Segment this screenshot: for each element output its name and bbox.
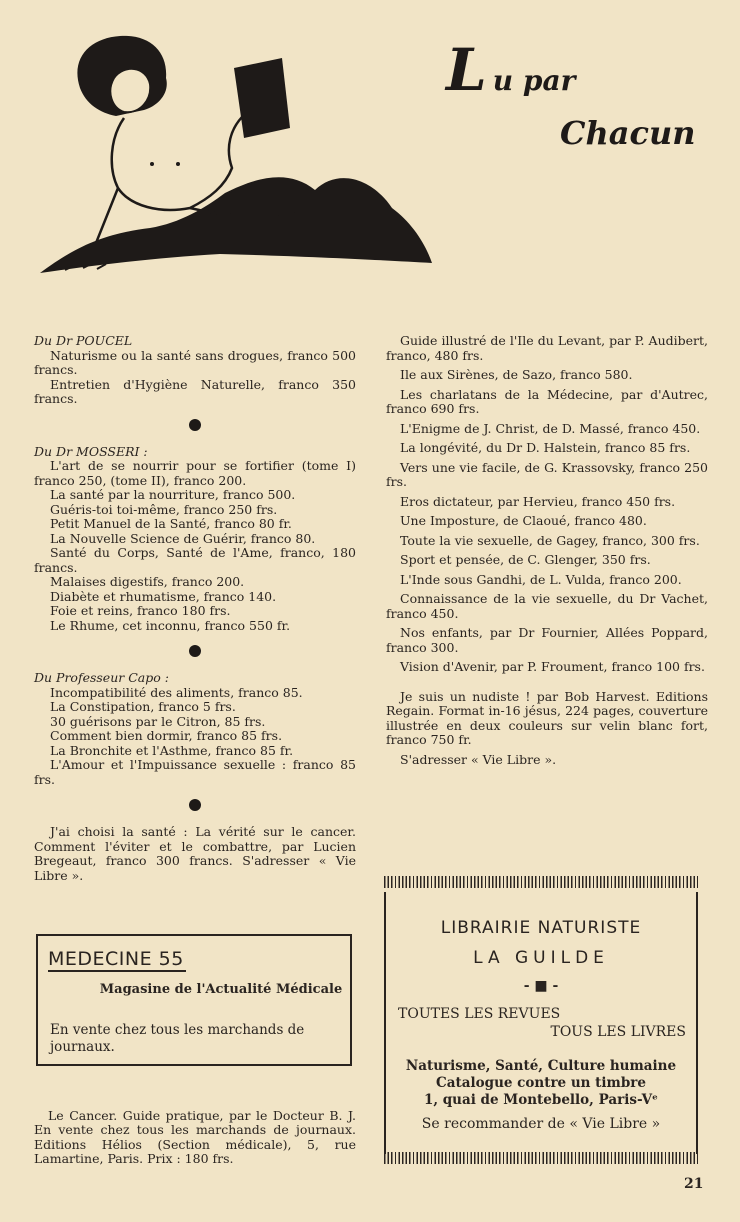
list-item: Petit Manuel de la Santé, franco 80 fr. [50, 516, 292, 531]
adresser-note: S'adresser « Vie Libre ». [400, 751, 557, 767]
medecine-box-title: MEDECINE 55 [48, 948, 184, 970]
title-rest: u par [492, 64, 576, 97]
librairie-detail-line: Catalogue contre un timbre [436, 1075, 646, 1091]
hatch-border-bottom [384, 1152, 698, 1164]
list-item: 30 guérisons par le Citron, 85 frs. [50, 713, 266, 729]
librairie-separator: - ■ - [523, 978, 559, 994]
section-head-mosseri: Du Dr MOSSERI : [34, 443, 148, 459]
section-head-capo: Du Professeur Capo : [34, 670, 169, 685]
bullet-divider [189, 419, 201, 431]
list-item: La Nouvelle Science de Guérir, franco 80. [50, 530, 316, 546]
librairie-detail-line: 1, quai de Montebello, Paris-Vᵉ [423, 1092, 659, 1108]
medecine-55-box [36, 934, 352, 1066]
list-item: L'Inde sous Gandhi, de L. Vulda, franco 200. [400, 571, 682, 587]
list-item: Les charlatans de la Médecine, par d'Autrec, franco 690 frs. [386, 386, 708, 416]
list-item: Vision d'Avenir, par P. Froument, franco 100 frs. [400, 659, 705, 674]
list-item: Guide illustré de l'Ile du Levant, par P. Audibert, franco, 480 frs. [386, 333, 708, 363]
list-item: La santé par la nourriture, franco 500. [50, 487, 296, 502]
page-title-line2: Chacun [560, 114, 696, 152]
librairie-subtitle: LA GUILDE [473, 948, 609, 968]
librairie-detail-line: Naturisme, Santé, Culture humaine [405, 1058, 677, 1074]
list-item: Vers une vie facile, de G. Krassovsky, franco 250 frs. [386, 459, 708, 489]
list-item: Malaises digestifs, franco 200. [50, 574, 245, 589]
list-item: Santé du Corps, Santé de l'Ame, franco, 180 francs. [34, 545, 356, 575]
librairie-revues: TOUTES LES REVUES [398, 1006, 561, 1022]
medecine-box-subtitle: Magasine de l'Actualité Médicale [99, 982, 343, 997]
list-item: La Constipation, franco 5 frs. [50, 699, 236, 714]
page-title [446, 36, 575, 104]
librairie-recommend: Se recommander de « Vie Libre » [421, 1116, 661, 1132]
list-item: Entretien d'Hygiène Naturelle, franco 350 francs. [34, 376, 356, 406]
list-item: Foie et reins, franco 180 frs. [50, 603, 231, 618]
medecine-box-body: En vente chez tous les marchands de journaux. [50, 1022, 305, 1055]
list-item: Connaissance de la vie sexuelle, du Dr Vachet, franco 450. [386, 591, 708, 621]
list-item: Nos enfants, par Dr Fournier, Allées Poppard, franco 300. [386, 625, 708, 655]
librairie-details [386, 1058, 696, 1109]
list-item: Diabète et rhumatisme, franco 140. [50, 588, 277, 604]
right-column [386, 334, 708, 772]
list-item: Sport et pensée, de C. Glenger, 350 frs. [400, 552, 651, 567]
list-item: L'art de se nourrir pour se fortifier (tome I) franco 250, (tome II), franco 200. [34, 458, 356, 488]
reclining-figure-illustration [20, 18, 440, 298]
list-item: Naturisme ou la santé sans drogues, franco 500 francs. [34, 347, 356, 377]
list-item: Incompatibilité des aliments, franco 85. [50, 684, 303, 700]
list-item: L'Amour et l'Impuissance sexuelle : franco 85 frs. [34, 757, 356, 787]
list-item: L'Enigme de J. Christ, de D. Massé, franco 450. [400, 420, 701, 436]
list-item: Une Imposture, de Claoué, franco 480. [400, 513, 647, 528]
list-item: Eros dictateur, par Hervieu, franco 450 frs. [400, 493, 676, 509]
nudiste-notice: Je suis un nudiste ! par Bob Harvest. Editions Regain. Format in-16 jésus, 224 pages, couverture illustrée en deux couleurs sur velin blanc fort, franco 750 fr. [386, 688, 708, 747]
librairie-title: LIBRAIRIE NATURISTE [440, 918, 642, 938]
list-item: Comment bien dormir, franco 85 frs. [50, 728, 283, 743]
librairie-livres: TOUS LES LIVRES [550, 1024, 686, 1040]
bullet-divider [189, 645, 201, 657]
list-item: La longévité, du Dr D. Halstein, franco 85 frs. [400, 440, 691, 455]
section-head-poucel: Du Dr POUCEL [34, 333, 133, 348]
list-item: Le Rhume, cet inconnu, franco 550 fr. [50, 617, 291, 633]
left-column [34, 334, 356, 883]
page-number: 21 [684, 1176, 704, 1192]
hatch-border-top [384, 876, 698, 888]
sante-notice: J'ai choisi la santé : La vérité sur le cancer. Comment l'éviter et le combattre, par Lucien Bregeaut, franco 300 francs. S'adresser « Vie Libre ». [34, 824, 356, 883]
cancer-notice: Le Cancer. Guide pratique, par le Docteur B. J. En vente chez tous les marchands de journaux. Editions Hélios (Section médicale), 5, rue Lamartine, Paris. Prix : 180 frs. [34, 1107, 356, 1166]
title-cap: L [446, 36, 487, 104]
list-item: Ile aux Sirènes, de Sazo, franco 580. [400, 367, 633, 382]
list-item: La Bronchite et l'Asthme, franco 85 fr. [50, 742, 294, 758]
list-item: Guéris-toi toi-même, franco 250 frs. [50, 501, 278, 517]
list-item: Toute la vie sexuelle, de Gagey, franco, 300 frs. [400, 532, 700, 548]
librairie-naturiste-box [384, 892, 698, 1154]
bullet-divider [189, 799, 201, 811]
